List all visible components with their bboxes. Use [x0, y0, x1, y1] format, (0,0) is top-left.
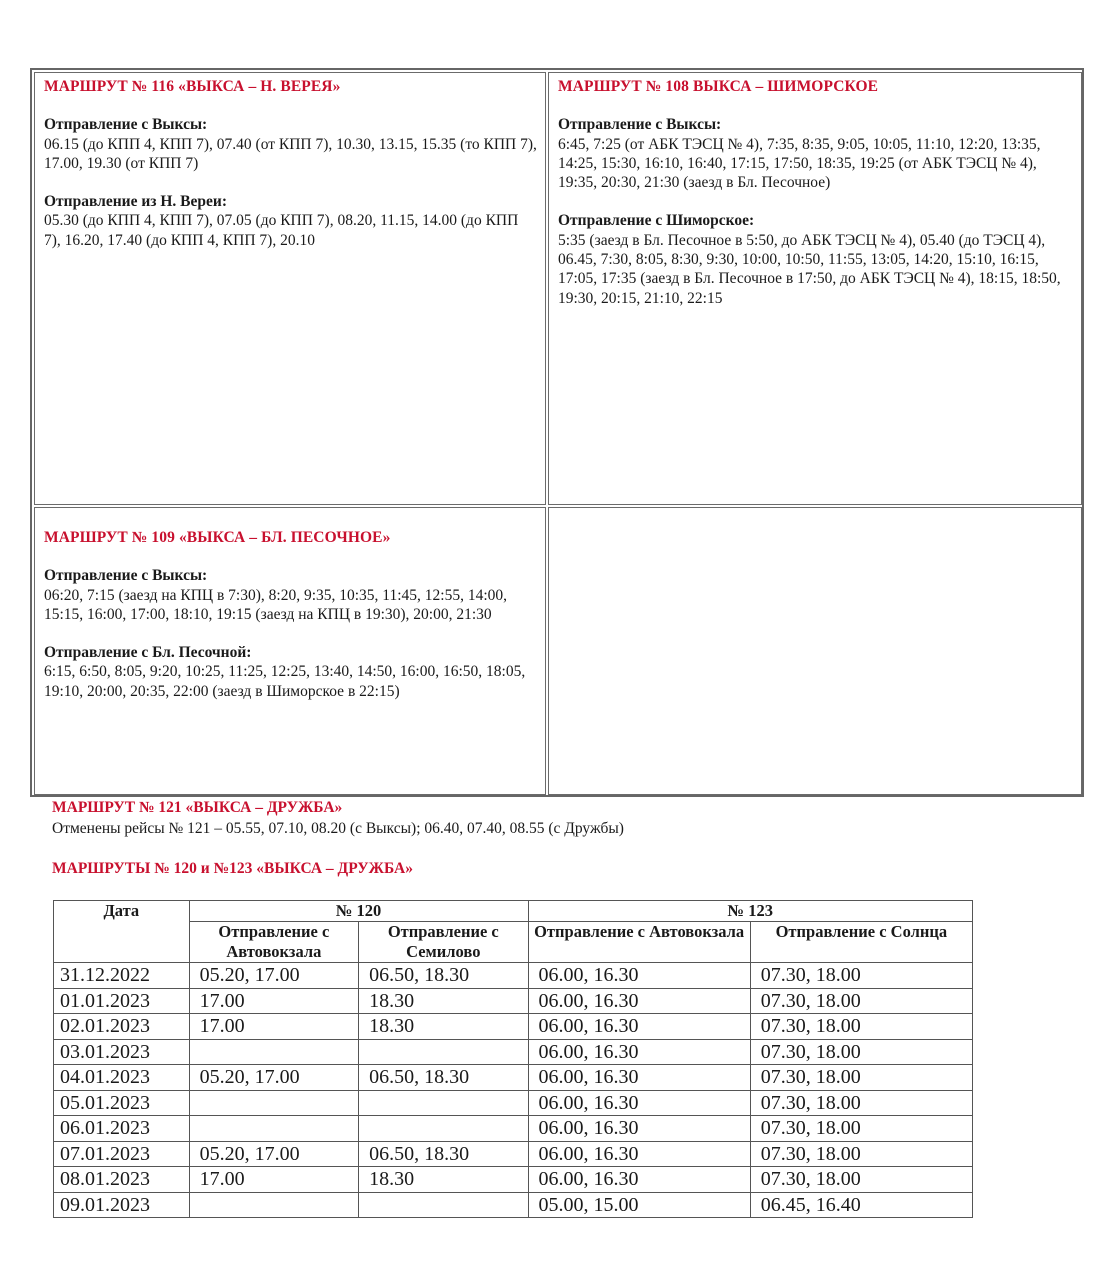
route-121-section [52, 797, 624, 839]
route-116-back-label: Отправление из Н. Вереи: [44, 193, 227, 211]
route-123-solntsa-cell: 06.45, 16.40 [750, 1192, 972, 1218]
route-120-semilovo-cell: 18.30 [359, 988, 528, 1014]
table-row [54, 1065, 973, 1091]
header-group-123: № 123 [528, 901, 973, 922]
route-120-semilovo-cell: 18.30 [359, 1014, 528, 1040]
table-row [54, 1192, 973, 1218]
table-row [54, 1141, 973, 1167]
route-123-autovokzal-cell: 06.00, 16.30 [528, 1014, 750, 1040]
route-109-box [34, 507, 546, 795]
route-123-solntsa-cell: 07.30, 18.00 [750, 1090, 972, 1116]
route-121-title: МАРШРУТ № 121 «ВЫКСА – ДРУЖБА» [52, 799, 343, 816]
table-row [54, 1039, 973, 1065]
route-109-back-label: Отправление с Бл. Песочной: [44, 644, 252, 662]
date-cell: 31.12.2022 [54, 963, 190, 989]
schedule-table [53, 900, 973, 1218]
route-123-autovokzal-cell: 05.00, 15.00 [528, 1192, 750, 1218]
route-120-semilovo-cell: 18.30 [359, 1167, 528, 1193]
date-cell: 05.01.2023 [54, 1090, 190, 1116]
route-123-autovokzal-cell: 06.00, 16.30 [528, 1116, 750, 1142]
route-123-autovokzal-cell: 06.00, 16.30 [528, 1039, 750, 1065]
table-row [54, 963, 973, 989]
route-120-semilovo-cell [359, 1192, 528, 1218]
route-116-title: МАРШРУТ № 116 «ВЫКСА – Н. ВЕРЕЯ» [44, 78, 341, 95]
route-120-autovokzal-cell: 17.00 [189, 1014, 358, 1040]
route-120-semilovo-cell: 06.50, 18.30 [359, 1065, 528, 1091]
route-120-autovokzal-cell: 05.20, 17.00 [189, 963, 358, 989]
route-123-solntsa-cell: 07.30, 18.00 [750, 1116, 972, 1142]
route-120-autovokzal-cell [189, 1116, 358, 1142]
route-123-solntsa-cell: 07.30, 18.00 [750, 1039, 972, 1065]
route-109-from-label: Отправление с Выксы: [44, 567, 208, 585]
route-120-autovokzal-cell: 17.00 [189, 988, 358, 1014]
route-108-from-times: 6:45, 7:25 (от АБК ТЭСЦ № 4), 7:35, 8:35, 9:05, 10:05, 11:10, 12:20, 13:35, 14:25, 15:30, 16:10, 16:40, 17:15, 17:50, 18:35, 19:25 (от АБК ТЭСЦ № 4), 19:35, 20:30, 21:30 (заезд в Бл. Песочное) [558, 135, 1041, 192]
table-row [54, 1090, 973, 1116]
date-cell: 01.01.2023 [54, 988, 190, 1014]
route-121-note: Отменены рейсы № 121 – 05.55, 07.10, 08.20 (с Выксы); 06.40, 07.40, 08.55 (с Дружбы) [52, 820, 624, 837]
route-116-from-label: Отправление с Выксы: [44, 116, 208, 134]
date-cell: 08.01.2023 [54, 1167, 190, 1193]
route-116-box [34, 72, 546, 505]
date-cell: 03.01.2023 [54, 1039, 190, 1065]
date-cell: 02.01.2023 [54, 1014, 190, 1040]
route-120-semilovo-cell [359, 1116, 528, 1142]
route-123-autovokzal-cell: 06.00, 16.30 [528, 1141, 750, 1167]
route-116-from-times: 06.15 (до КПП 4, КПП 7), 07.40 (от КПП 7), 10.30, 13.15, 15.35 (то КПП 7), 17.00, 19.30 (от КПП 7) [44, 135, 537, 172]
route-120-autovokzal-cell [189, 1039, 358, 1065]
date-cell: 06.01.2023 [54, 1116, 190, 1142]
header-group-120: № 120 [189, 901, 528, 922]
route-120-semilovo-cell [359, 1039, 528, 1065]
route-123-solntsa-cell: 07.30, 18.00 [750, 988, 972, 1014]
date-cell: 04.01.2023 [54, 1065, 190, 1091]
route-108-title: МАРШРУТ № 108 ВЫКСА – ШИМОРСКОЕ [558, 78, 879, 95]
route-120-autovokzal-cell: 05.20, 17.00 [189, 1141, 358, 1167]
schedule-body [54, 963, 973, 1218]
date-cell: 09.01.2023 [54, 1192, 190, 1218]
route-108-back-label: Отправление с Шиморское: [558, 212, 755, 230]
route-123-autovokzal-cell: 06.00, 16.30 [528, 963, 750, 989]
route-120-autovokzal-cell [189, 1090, 358, 1116]
route-120-autovokzal-cell [189, 1192, 358, 1218]
route-109-back-times: 6:15, 6:50, 8:05, 9:20, 10:25, 11:25, 12:25, 13:40, 14:50, 16:00, 16:50, 18:05, 19:10, 20:00, 20:35, 22:00 (заезд в Шиморское в 22:15) [44, 663, 526, 700]
date-cell: 07.01.2023 [54, 1141, 190, 1167]
header-120-autovokzal: Отправление с Автовокзала [189, 922, 358, 963]
header-123-solntsa: Отправление с Солнца [750, 922, 972, 963]
route-123-autovokzal-cell: 06.00, 16.30 [528, 1065, 750, 1091]
routes-grid [30, 68, 1084, 797]
route-123-autovokzal-cell: 06.00, 16.30 [528, 1167, 750, 1193]
route-109-title: МАРШРУТ № 109 «ВЫКСА – БЛ. ПЕСОЧНОЕ» [44, 529, 391, 546]
route-109-from-times: 06:20, 7:15 (заезд на КПЦ в 7:30), 8:20, 9:35, 10:35, 11:45, 12:55, 14:00, 15:15, 16:00, 17:00, 18:10, 19:15 (заезд на КПЦ в 19:30), 20:00, 21:30 [44, 586, 508, 623]
empty-box [548, 507, 1082, 795]
route-120-autovokzal-cell: 17.00 [189, 1167, 358, 1193]
route-120-123-title: МАРШРУТЫ № 120 и №123 «ВЫКСА – ДРУЖБА» [52, 860, 413, 877]
route-123-autovokzal-cell: 06.00, 16.30 [528, 988, 750, 1014]
route-123-solntsa-cell: 07.30, 18.00 [750, 963, 972, 989]
route-108-from-label: Отправление с Выксы: [558, 116, 722, 134]
route-108-back-times: 5:35 (заезд в Бл. Песочное в 5:50, до АБК ТЭСЦ № 4), 05.40 (до ТЭСЦ 4), 06.45, 7:30, 8:05, 8:30, 9:30, 10:00, 10:50, 11:55, 13:05, 14:20, 15:10, 16:15, 17:05, 17:35 (заезд в Бл. Песочное в 17:50, до АБК ТЭСЦ № 4), 18:15, 18:50, 19:30, 20:15, 21:10, 22:15 [558, 231, 1061, 307]
route-123-autovokzal-cell: 06.00, 16.30 [528, 1090, 750, 1116]
route-120-semilovo-cell [359, 1090, 528, 1116]
table-row [54, 1116, 973, 1142]
header-120-semilovo: Отправление с Семилово [359, 922, 528, 963]
route-120-semilovo-cell: 06.50, 18.30 [359, 1141, 528, 1167]
table-row [54, 1167, 973, 1193]
header-123-autovokzal: Отправление с Автовокзала [528, 922, 750, 963]
header-date: Дата [54, 901, 190, 963]
route-123-solntsa-cell: 07.30, 18.00 [750, 1065, 972, 1091]
route-123-solntsa-cell: 07.30, 18.00 [750, 1014, 972, 1040]
route-123-solntsa-cell: 07.30, 18.00 [750, 1141, 972, 1167]
route-120-autovokzal-cell: 05.20, 17.00 [189, 1065, 358, 1091]
table-row [54, 1014, 973, 1040]
route-108-box [548, 72, 1082, 505]
route-123-solntsa-cell: 07.30, 18.00 [750, 1167, 972, 1193]
route-120-semilovo-cell: 06.50, 18.30 [359, 963, 528, 989]
route-116-back-times: 05.30 (до КПП 4, КПП 7), 07.05 (до КПП 7), 08.20, 11.15, 14.00 (до КПП 7), 16.20, 17.40 (до КПП 4, КПП 7), 20.10 [44, 212, 519, 249]
table-row [54, 988, 973, 1014]
